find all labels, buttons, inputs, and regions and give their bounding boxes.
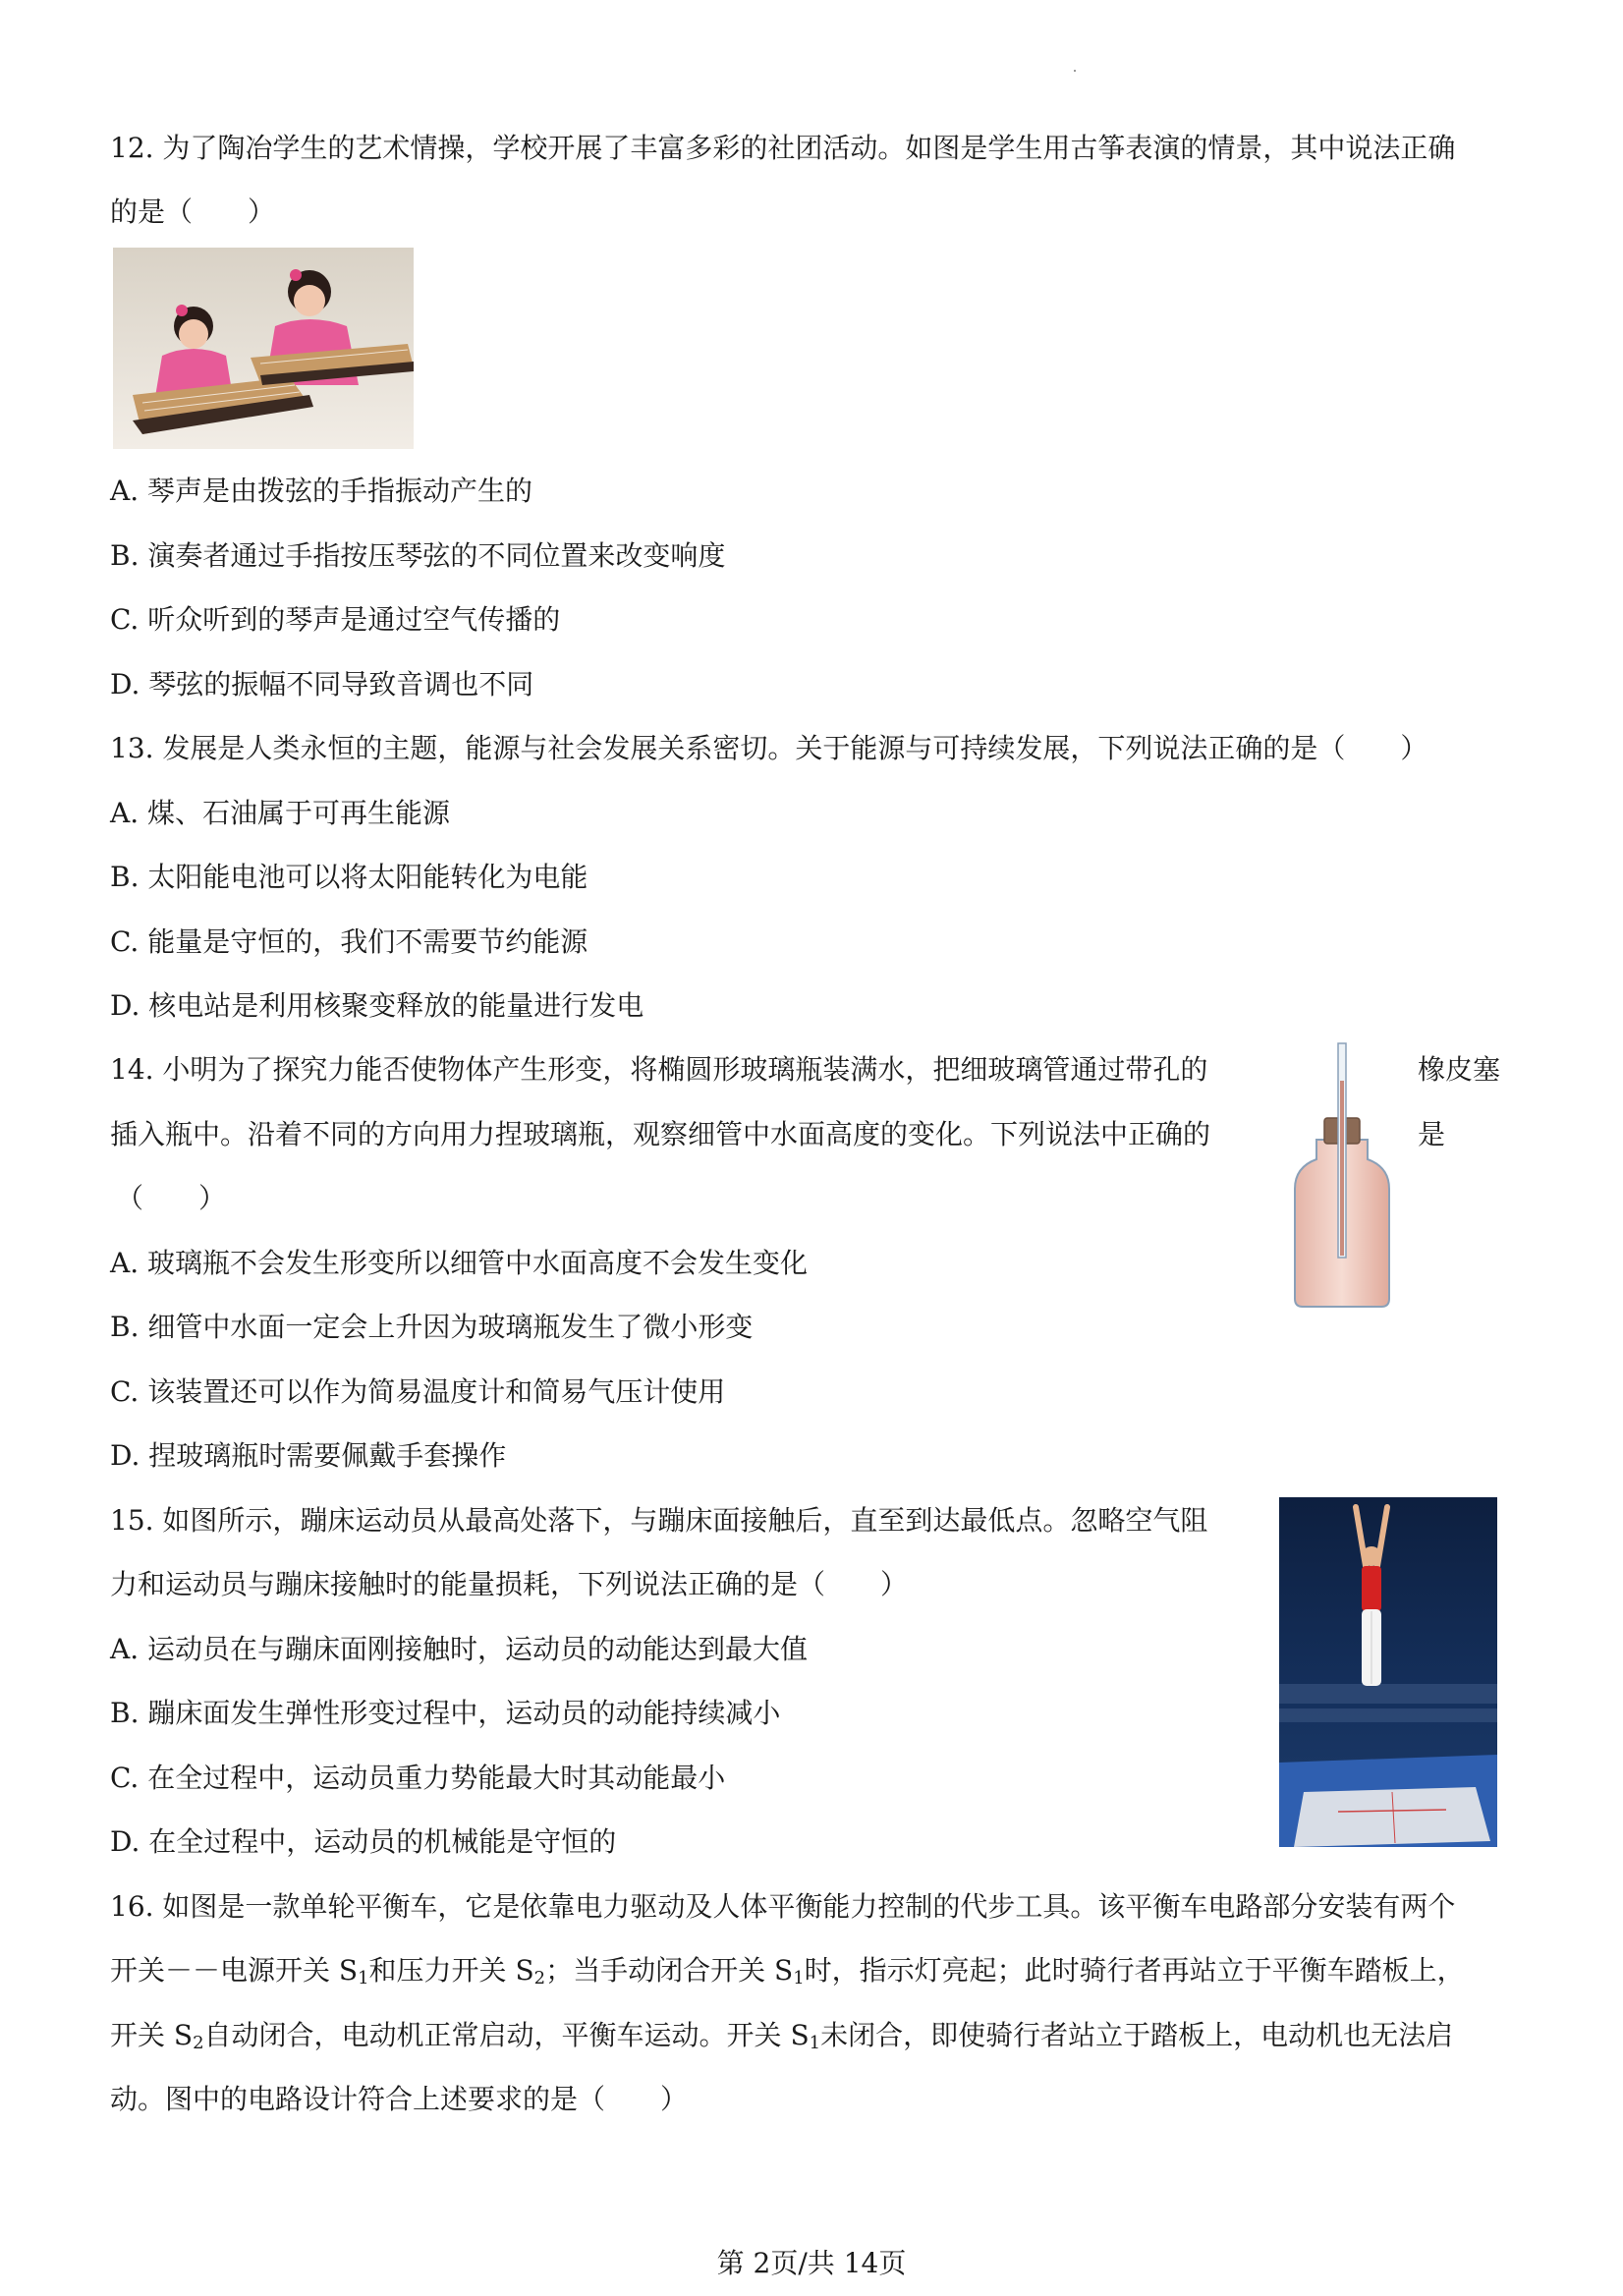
- q12-option-a: A. 琴声是由拨弦的手指振动产生的: [110, 475, 533, 507]
- q14-option-a: A. 玻璃瓶不会发生形变所以细管中水面高度不会发生变化: [110, 1247, 809, 1279]
- q16-stem-line2: 开关－－电源开关 $S_1$和压力开关 $S_2$；当手动闭合开关 $S_1$时，指示灯亮起；此时骑行者再站立于平衡车踏板上，: [110, 1954, 1465, 1988]
- glass-bottle-diagram: [1287, 1041, 1397, 1312]
- q15-stem-line2: 力和运动员与蹦床接触时的能量损耗，下列说法正确的是（ ）: [110, 1568, 909, 1600]
- q14-stem-line2-tail: 是: [1418, 1118, 1446, 1150]
- scan-dot: [1074, 70, 1076, 72]
- q12-option-b: B. 演奏者通过手指按压琴弦的不同位置来改变响度: [110, 539, 726, 572]
- page-number-footer: 第 2页/共 14页: [716, 2247, 907, 2279]
- q16-stem-line3: 开关 $S_2$自动闭合，电动机正常启动，平衡车运动。开关 $S_1$未闭合，即使骑行者站立于踏板上，电动机也无法启: [110, 2019, 1454, 2053]
- q14-stem-line1: 14. 小明为了探究力能否使物体产生形变，将椭圆形玻璃瓶装满水，把细玻璃管通过带孔的: [110, 1053, 1208, 1086]
- q15-option-a: A. 运动员在与蹦床面刚接触时，运动员的动能达到最大值: [110, 1633, 809, 1665]
- q16-stem-line4: 动。图中的电路设计符合上述要求的是（ ）: [110, 2083, 689, 2115]
- q13-option-a: A. 煤、石油属于可再生能源: [110, 797, 451, 829]
- guzheng-performance-image: [113, 248, 414, 449]
- q16-stem-line1: 16. 如图是一款单轮平衡车，它是依靠电力驱动及人体平衡能力控制的代步工具。该平衡车电路部分安装有两个: [110, 1890, 1456, 1923]
- q14-option-d: D. 捏玻璃瓶时需要佩戴手套操作: [110, 1439, 507, 1472]
- q15-option-c: C. 在全过程中，运动员重力势能最大时其动能最小: [110, 1762, 726, 1794]
- q14-stem-line3: （ ）: [116, 1182, 227, 1214]
- q12-option-c: C. 听众听到的琴声是通过空气传播的: [110, 603, 561, 636]
- q15-option-b: B. 蹦床面发生弹性形变过程中，运动员的动能持续减小: [110, 1697, 781, 1729]
- q13-option-d: D. 核电站是利用核聚变释放的能量进行发电: [110, 989, 644, 1022]
- q14-stem-line1-tail: 橡皮塞: [1418, 1053, 1501, 1086]
- q13-option-c: C. 能量是守恒的，我们不需要节约能源: [110, 925, 588, 958]
- q12-stem-line1: 12. 为了陶冶学生的艺术情操，学校开展了丰富多彩的社团活动。如图是学生用古筝表演的情景，其中说法正确: [110, 132, 1456, 164]
- q14-option-c: C. 该装置还可以作为简易温度计和简易气压计使用: [110, 1375, 726, 1408]
- q13-stem: 13. 发展是人类永恒的主题，能源与社会发展关系密切。关于能源与可持续发展，下列说法正确的是（ ）: [110, 732, 1428, 764]
- q12-stem-line2: 的是（ ）: [110, 196, 276, 228]
- q12-option-d: D. 琴弦的振幅不同导致音调也不同: [110, 668, 534, 700]
- q14-stem-line2: 插入瓶中。沿着不同的方向用力捏玻璃瓶，观察细管中水面高度的变化。下列说法中正确的: [110, 1118, 1211, 1150]
- q15-stem-line1: 15. 如图所示，蹦床运动员从最高处落下，与蹦床面接触后，直至到达最低点。忽略空气阻: [110, 1504, 1208, 1537]
- q13-option-b: B. 太阳能电池可以将太阳能转化为电能: [110, 861, 588, 893]
- trampoline-athlete-image: [1279, 1497, 1497, 1847]
- q15-option-d: D. 在全过程中，运动员的机械能是守恒的: [110, 1825, 617, 1858]
- q14-option-b: B. 细管中水面一定会上升因为玻璃瓶发生了微小形变: [110, 1311, 754, 1343]
